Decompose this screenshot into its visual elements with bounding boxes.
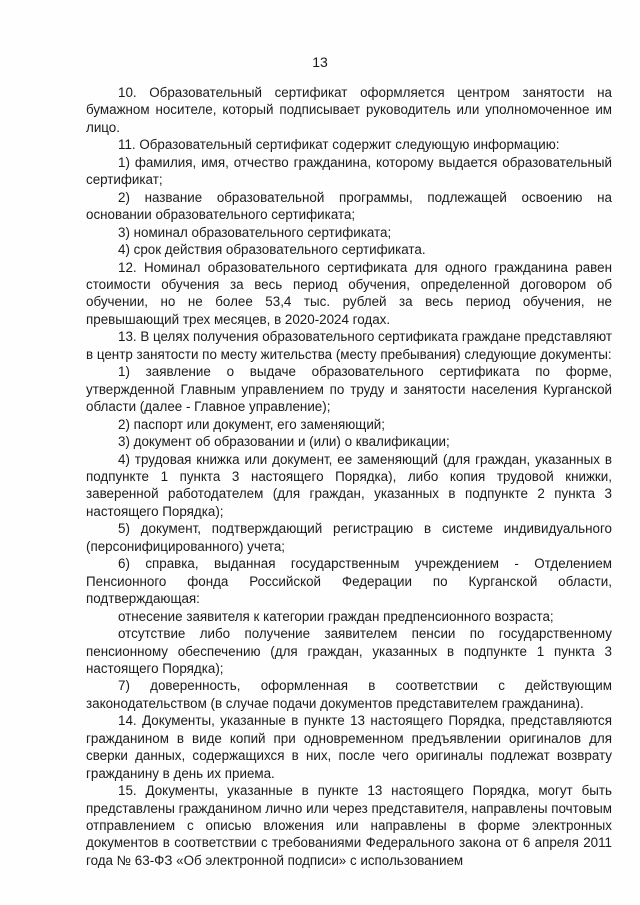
- paragraph-11-item-1: 1) фамилия, имя, отчество гражданина, которому выдается образовательный сертификат;: [86, 154, 612, 188]
- paragraph-13-item-6-sub-1: отнесение заявителя к категории граждан предпенсионного возраста;: [118, 608, 554, 624]
- paragraph-11-item-2: 2) название образовательной программы, подлежащей освоению на основании образовательного сертификата;: [86, 189, 612, 223]
- paragraph-13-item-5: 5) документ, подтверждающий регистрацию в системе индивидуального (персонифицированного) учета;: [86, 521, 612, 554]
- document-body: [86, 84, 612, 869]
- paragraph-13-item-2: 2) паспорт или документ, его заменяющий;: [118, 416, 386, 432]
- paragraph-14: 14. Документы, указанные в пункте 13 настоящего Порядка, представляются гражданином в виде копий при одновременном предъявлении оригиналов для сверки данных, содержащихся в них, после чего оригиналы подлежат возврату гражданину в день их приема.: [86, 713, 612, 781]
- paragraph-13-item-7: 7) доверенность, оформленная в соответствии с действующим законодательством (в случае подачи документов представителем гражданина).: [86, 678, 612, 711]
- paragraph-15: 15. Документы, указанные в пункте 13 настоящего Порядка, могут быть представлены гражданином лично или через представителя, направлены почтовым отправлением с описью вложения или направлены в форме электронных документов в соответствии с требованиями Федерального закона от 6 апреля 2011 года № 63-ФЗ «Об электронной подписи» с использованием: [86, 783, 612, 868]
- paragraph-11-item-4: 4) срок действия образовательного сертификата.: [118, 242, 426, 258]
- paragraph-11-item-3: 3) номинал образовательного сертификата;: [118, 224, 392, 240]
- paragraph-13-item-3: 3) документ об образовании и (или) о квалификации;: [118, 434, 450, 450]
- page-number: 13: [312, 54, 328, 70]
- paragraph-11: 11. Образовательный сертификат содержит следующую информацию:: [118, 137, 560, 153]
- paragraph-13-item-4: 4) трудовая книжка или документ, ее заменяющий (для граждан, указанных в подпункте 1 пункта 3 настоящего Порядка), либо копия трудовой книжки, заверенной работодателем (для граждан, указанных в подпункте 2 пункта 3 настоящего Порядка);: [86, 451, 612, 519]
- paragraph-12: 12. Номинал образовательного сертификата для одного гражданина равен стоимости обучения за весь период обучения, определенной договором об обучении, но не более 53,4 тыс. рублей за весь период обучения, не превышающий трех месяцев, в 2020-2024 годах.: [86, 259, 612, 327]
- paragraph-13-item-1: 1) заявление о выдаче образовательного сертификата по форме, утвержденной Главным управлением по труду и занятости населения Курганской области (далее - Главное управление);: [86, 364, 612, 415]
- paragraph-13-item-6-sub-2: отсутствие либо получение заявителем пенсии по государственному пенсионному обеспечению (для граждан, указанных в подпункте 1 пункта 3 настоящего Порядка);: [86, 626, 612, 676]
- paragraph-13: 13. В целях получения образовательного сертификата граждане представляют в центр занятости по месту жительства (месту пребывания) следующие документы:: [86, 329, 612, 362]
- paragraph-10: 10. Образовательный сертификат оформляется центром занятости на бумажном носителе, который подписывает руководитель или уполномоченное им лицо.: [86, 85, 612, 135]
- paragraph-13-item-6: 6) справка, выданная государственным учреждением - Отделением Пенсионного фонда Российской Федерации по Курганской области, подтверждающая:: [86, 556, 612, 607]
